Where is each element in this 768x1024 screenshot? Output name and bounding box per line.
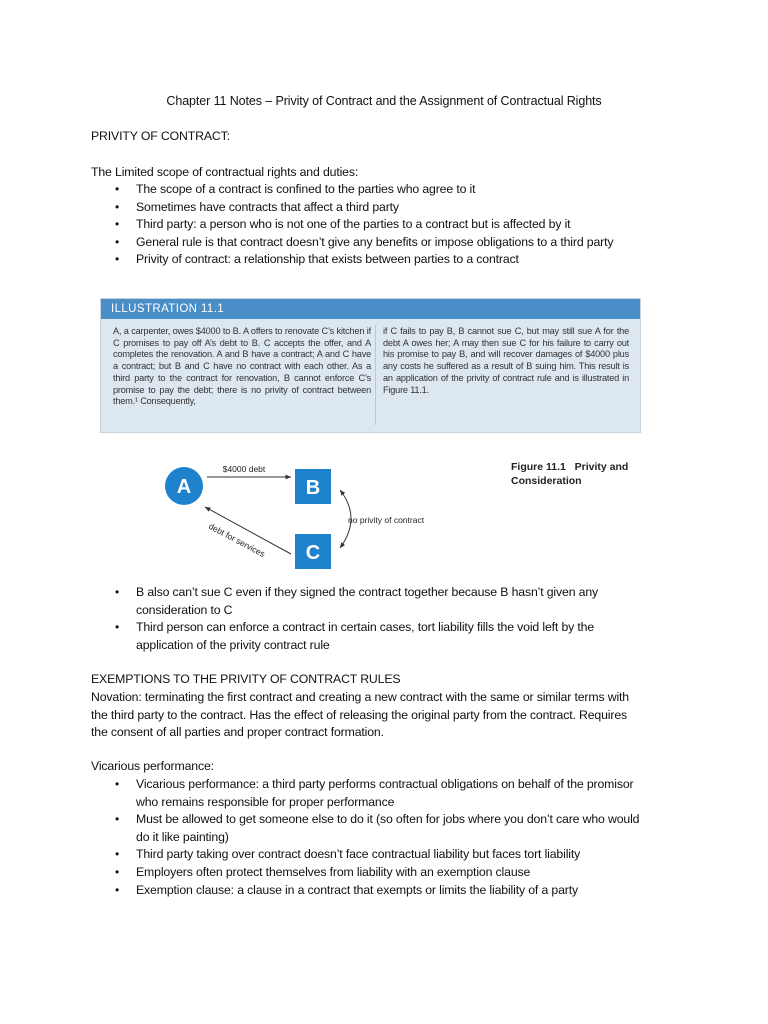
novation-paragraph	[91, 689, 711, 742]
illustration-box	[100, 298, 641, 433]
figure-caption-line2: Consideration	[511, 474, 582, 487]
list-item: • The scope of a contract is confined to the parties who agree to it	[91, 181, 691, 199]
list-item: • General rule is that contract doesn’t give any benefits or impose obligations to a third party	[91, 234, 691, 252]
privity-diagram	[150, 450, 480, 580]
section-heading-exemptions: EXEMPTIONS TO THE PRIVITY OF CONTRACT RULES	[91, 672, 401, 686]
paragraph-line: the third party to the contract. Has the effect of releasing the original party from the contract. Requires	[91, 707, 628, 722]
label-debt-services: debt for services	[207, 520, 267, 560]
list-item: • Third party: a person who is not one of the parties to a contract but is affected by it	[91, 216, 691, 234]
node-b-label: B	[305, 477, 321, 499]
paragraph-line: the consent of all parties and proper contract formation.	[91, 725, 384, 740]
figure-caption	[511, 461, 628, 488]
list-item-line: Must be allowed to get someone else to do it (so often for jobs where you don’t care who would	[136, 812, 640, 827]
node-a-label: A	[176, 476, 192, 498]
section-heading-privity: PRIVITY OF CONTRACT:	[91, 129, 230, 143]
subsection-heading-scope: The Limited scope of contractual rights and duties:	[91, 165, 359, 179]
list-item	[91, 619, 691, 654]
list-item	[91, 776, 691, 811]
scope-bullet-list	[91, 181, 691, 269]
illustration-heading: ILLUSTRATION 11.1	[101, 299, 640, 319]
list-item: • Privity of contract: a relationship that exists between parties to a contract	[91, 251, 691, 269]
list-item	[91, 811, 691, 846]
list-item-line: B also can’t sue C even if they signed the contract together because B hasn’t given any	[136, 585, 599, 599]
vicarious-bullet-list	[91, 776, 691, 899]
list-item: • Third party taking over contract doesn’t face contractual liability but faces tort liability	[91, 846, 691, 864]
list-item: • Sometimes have contracts that affect a third party	[91, 199, 691, 217]
figure-caption-line1: Privity and	[574, 461, 629, 473]
paragraph-line: Novation: terminating the first contract and creating a new contract with the same or similar terms with	[91, 690, 629, 704]
subsection-heading-vicarious: Vicarious performance:	[91, 759, 214, 773]
list-item-line: Vicarious performance: a third party performs contractual obligations on behalf of the promisor	[136, 777, 634, 791]
node-c-label: C	[305, 542, 321, 564]
illustration-text-right: if C fails to pay B, B cannot sue C, but may still sue A for the debt A owes her; A may then sue C for his failure to carry out his promise to pay B, and will recover damages of $4000 plus any costs he suffered as a result of B suing him. This result is an application of the privity of contract rule and is illustrated in Figure 11.1.	[383, 326, 629, 395]
list-item	[91, 584, 691, 619]
label-debt-ab: $4000 debt	[222, 464, 266, 474]
page-title: Chapter 11 Notes – Privity of Contract and the Assignment of Contractual Rights	[166, 94, 602, 108]
consideration-bullet-list	[91, 584, 691, 654]
figure-number: Figure 11.1	[511, 461, 566, 473]
list-item: • Employers often protect themselves from liability with an exemption clause	[91, 864, 691, 882]
illustration-text-left: A, a carpenter, owes $4000 to B. A offers to renovate C’s kitchen if C promises to pay off A’s debt to B. C accepts the offer, and A completes the renovation. A and B have a contract; A and C have a contract; but B and C have no contract with each other. As a third party to the contract for renovation, B cannot enforce C’s promise to pay the debt; there is no privity of contract between them.¹ Consequently,	[113, 326, 371, 407]
list-item-line: who remains responsible for proper performance	[136, 794, 395, 809]
list-item-line: do it like painting)	[136, 829, 229, 844]
illustration-divider	[375, 325, 376, 425]
list-item-line: Third person can enforce a contract in certain cases, tort liability fills the void left by the	[136, 620, 595, 635]
list-item-line: consideration to C	[136, 602, 233, 617]
list-item: • Exemption clause: a clause in a contract that exempts or limits the liability of a party	[91, 882, 691, 900]
list-item-line: application of the privity contract rule	[136, 637, 330, 652]
label-no-privity: no privity of contract	[348, 515, 425, 525]
